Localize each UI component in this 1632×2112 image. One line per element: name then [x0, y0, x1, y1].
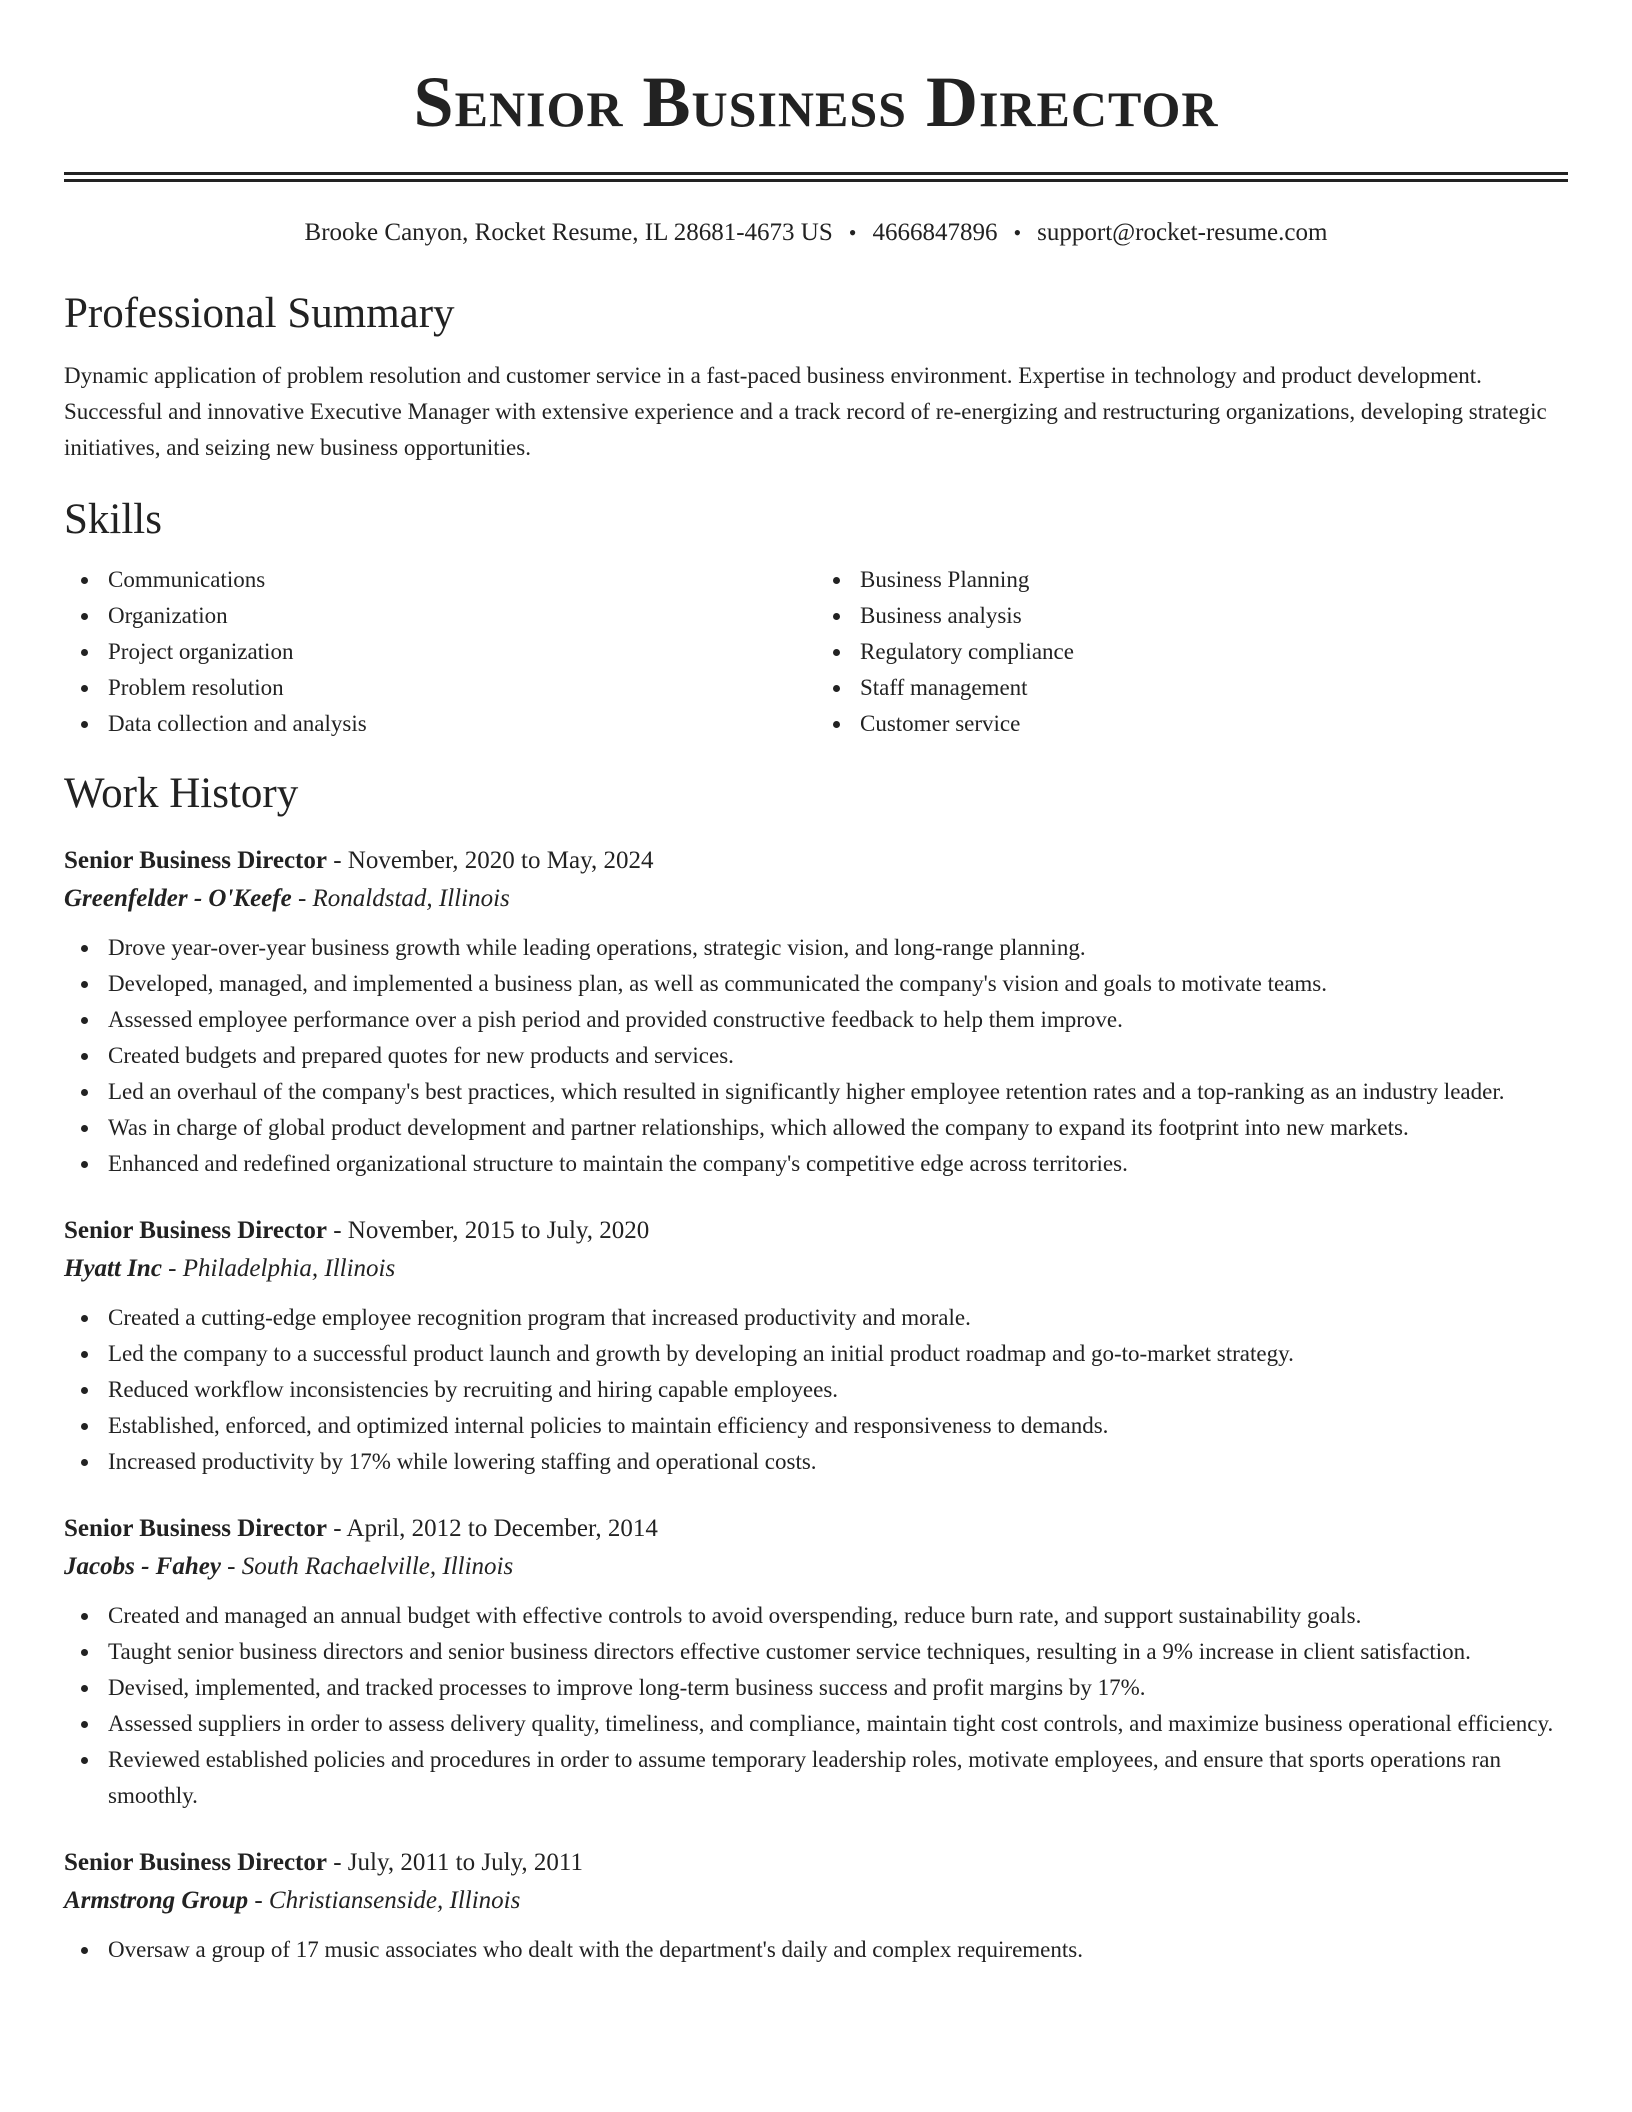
job-company-line [64, 1250, 1568, 1288]
contact-email: support@rocket-resume.com [1037, 219, 1328, 246]
job-entry [64, 1844, 1568, 1968]
job-bullet: Drove year-over-year business growth while leading operations, strategic vision, and long-range planning. [108, 930, 1568, 966]
job-company: Armstrong Group [64, 1887, 249, 1914]
job-entry [64, 842, 1568, 1182]
job-dates: - November, 2015 to July, 2020 [326, 1217, 650, 1244]
skill-item: Business Planning [860, 562, 1568, 598]
contact-separator: • [1013, 220, 1022, 245]
work-history-heading: Work History [64, 770, 299, 817]
job-title-line [64, 1212, 1568, 1250]
job-dates: - July, 2011 to July, 2011 [326, 1849, 583, 1876]
job-bullet: Led an overhaul of the company's best practices, which resulted in significantly higher employee retention rates and a top-ranking as an industry leader. [108, 1074, 1568, 1110]
contact-separator: • [848, 220, 857, 245]
job-bullet: Created budgets and prepared quotes for new products and services. [108, 1038, 1568, 1074]
summary-heading: Professional Summary [64, 290, 455, 337]
skills-column-right [816, 562, 1568, 742]
skills-heading: Skills [64, 496, 162, 543]
summary-text: Dynamic application of problem resolution and customer service in a fast-paced business environment. Expertise in technology and product development. Successful and innovative Executive Manager with extensive experience and a track record of re-energizing and restructuring organizations, developing strategic initiatives, and seizing new business opportunities. [64, 363, 1547, 460]
job-bullets [64, 1932, 1568, 1968]
job-entry [64, 1212, 1568, 1480]
job-bullet: Assessed employee performance over a pish period and provided constructive feedback to help them improve. [108, 1002, 1568, 1038]
job-bullet: Established, enforced, and optimized internal policies to maintain efficiency and responsiveness to demands. [108, 1408, 1568, 1444]
job-title: Senior Business Director [64, 1515, 327, 1542]
job-bullet: Increased productivity by 17% while lowering staffing and operational costs. [108, 1444, 1568, 1480]
job-bullet: Reviewed established policies and procedures in order to assume temporary leadership roles, motivate employees, and ensure that sports operations ran smoothly. [108, 1742, 1568, 1814]
job-bullet: Taught senior business directors and senior business directors effective customer service techniques, resulting in a 9% increase in client satisfaction. [108, 1634, 1568, 1670]
job-bullet: Created a cutting-edge employee recognition program that increased productivity and morale. [108, 1300, 1568, 1336]
job-dates: - April, 2012 to December, 2014 [326, 1515, 658, 1542]
job-location: - South Rachaelville, Illinois [220, 1553, 514, 1580]
job-company: Greenfelder - O'Keefe [64, 885, 292, 912]
job-bullet: Reduced workflow inconsistencies by recruiting and hiring capable employees. [108, 1372, 1568, 1408]
job-bullets [64, 930, 1568, 1182]
resume-title: Senior Business Director [413, 62, 1219, 142]
contact-address: Brooke Canyon, Rocket Resume, IL 28681-4673 US [304, 219, 833, 246]
skill-item: Staff management [860, 670, 1568, 706]
job-title-line [64, 1844, 1568, 1882]
skill-item: Project organization [108, 634, 816, 670]
job-title-line [64, 842, 1568, 880]
job-bullet: Devised, implemented, and tracked processes to improve long-term business success and profit margins by 17%. [108, 1670, 1568, 1706]
job-company-line [64, 880, 1568, 918]
job-bullet: Created and managed an annual budget with effective controls to avoid overspending, reduce burn rate, and support sustainability goals. [108, 1598, 1568, 1634]
skill-item: Regulatory compliance [860, 634, 1568, 670]
skills-column-left [64, 562, 816, 742]
job-company-line [64, 1548, 1568, 1586]
job-bullets [64, 1300, 1568, 1480]
job-bullet: Enhanced and redefined organizational structure to maintain the company's competitive edge across territories. [108, 1146, 1568, 1182]
job-company-line [64, 1882, 1568, 1920]
job-location: - Ronaldstad, Illinois [291, 885, 510, 912]
skill-item: Business analysis [860, 598, 1568, 634]
job-bullet: Assessed suppliers in order to assess delivery quality, timeliness, and compliance, maintain tight cost controls, and maximize business operational efficiency. [108, 1706, 1568, 1742]
job-bullet: Led the company to a successful product launch and growth by developing an initial product roadmap and go-to-market strategy. [108, 1336, 1568, 1372]
job-company: Hyatt Inc [64, 1255, 162, 1282]
skills-grid [64, 562, 1568, 742]
skill-item: Customer service [860, 706, 1568, 742]
job-title: Senior Business Director [64, 1217, 327, 1244]
job-bullet: Oversaw a group of 17 music associates who dealt with the department's daily and complex requirements. [108, 1932, 1568, 1968]
job-title-line [64, 1510, 1568, 1548]
job-title: Senior Business Director [64, 847, 327, 874]
contact-line [64, 216, 1568, 250]
job-bullet: Developed, managed, and implemented a business plan, as well as communicated the company's vision and goals to motivate teams. [108, 966, 1568, 1002]
job-bullet: Was in charge of global product development and partner relationships, which allowed the company to expand its footprint into new markets. [108, 1110, 1568, 1146]
job-location: - Philadelphia, Illinois [161, 1255, 396, 1282]
skill-item: Communications [108, 562, 816, 598]
job-bullets [64, 1598, 1568, 1814]
job-company: Jacobs - Fahey [64, 1553, 221, 1580]
contact-phone: 4666847896 [872, 219, 998, 246]
title-double-rule [64, 172, 1568, 182]
job-dates: - November, 2020 to May, 2024 [326, 847, 654, 874]
job-title: Senior Business Director [64, 1849, 327, 1876]
skill-item: Organization [108, 598, 816, 634]
resume-page [64, 0, 1568, 1968]
skill-item: Problem resolution [108, 670, 816, 706]
job-location: - Christiansenside, Illinois [248, 1887, 521, 1914]
skill-item: Data collection and analysis [108, 706, 816, 742]
job-entry [64, 1510, 1568, 1814]
